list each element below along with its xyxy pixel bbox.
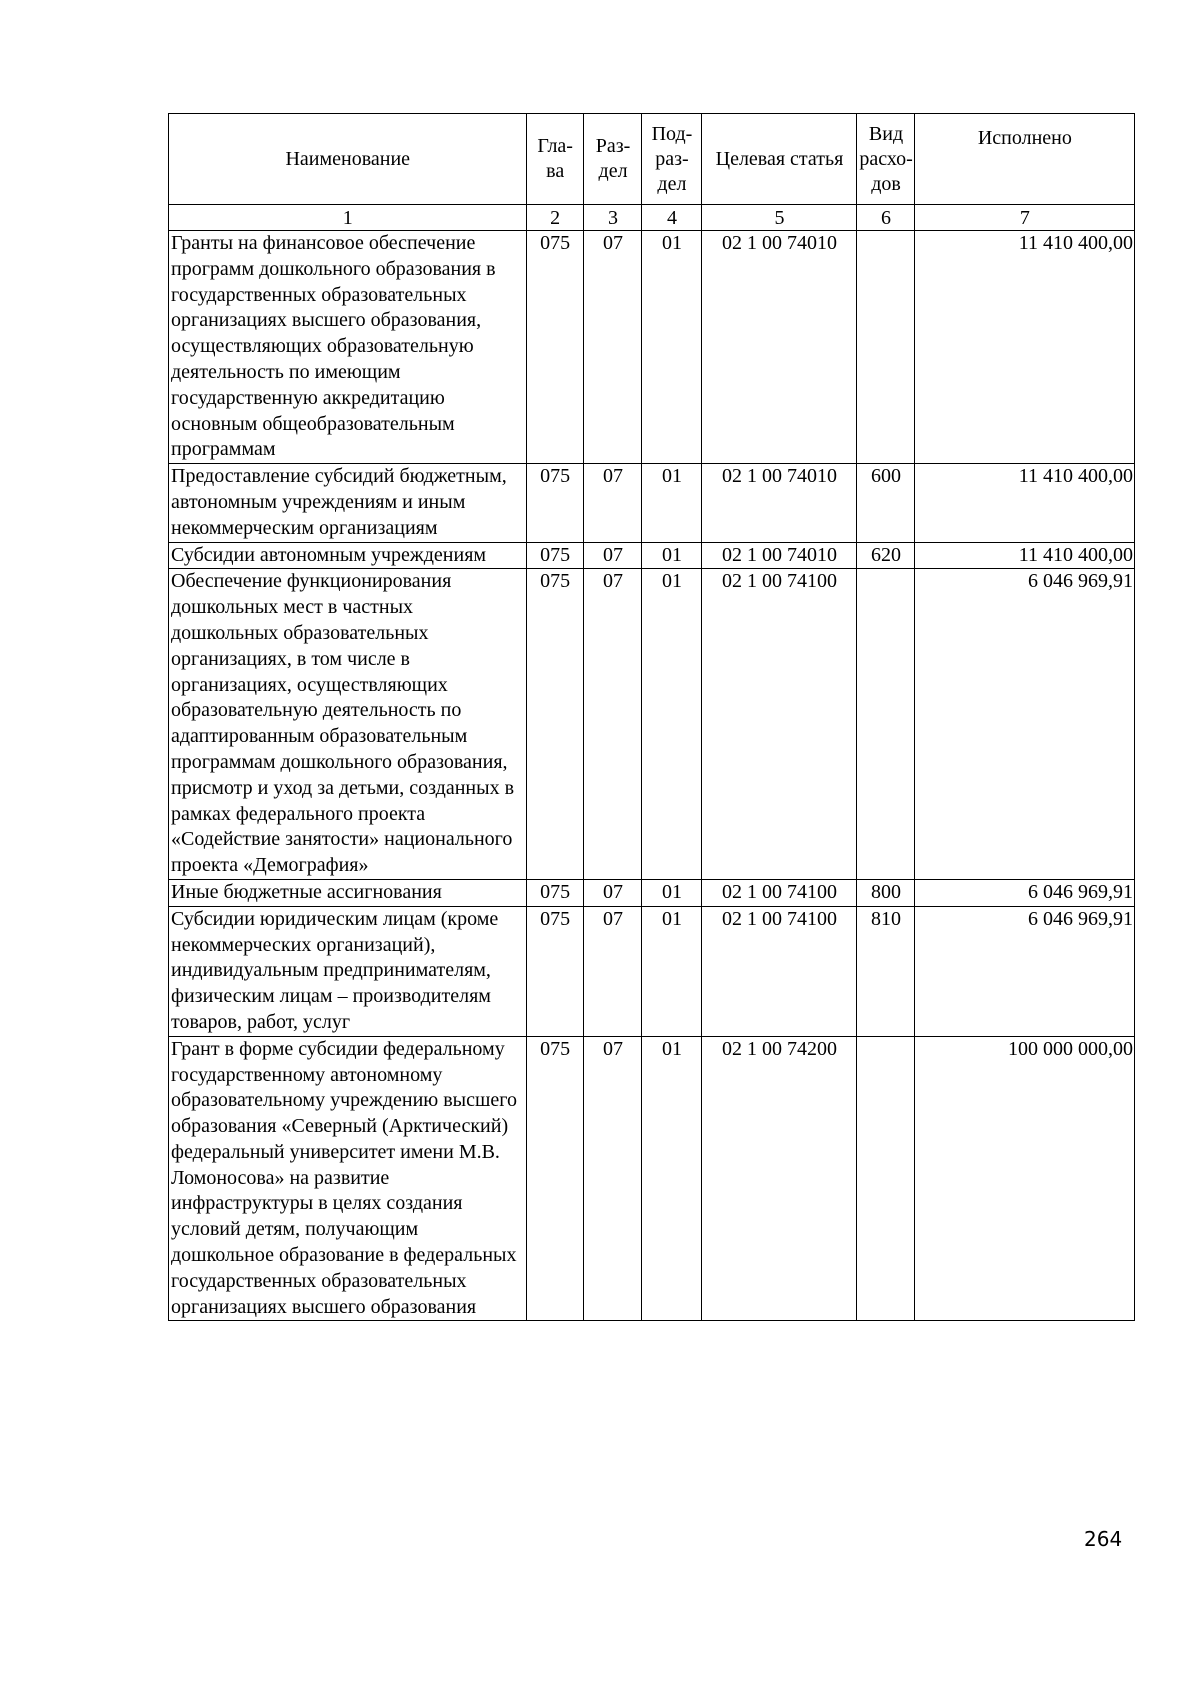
column-number: 6 [857,205,914,231]
header-name: Наименование [169,114,527,205]
row-target: 02 1 00 74010 [701,464,857,542]
table-row [169,879,1135,906]
row-section: 07 [583,464,641,542]
row-target: 02 1 00 74010 [701,231,857,464]
row-name: Гранты на финансовое обеспечение программ дошкольного образования в государственных образовательных организациях высшего образования, осуществляющих образовательную деятельность по имеющим государственную аккредитацию основным общеобразовательным программам [169,231,527,464]
row-chapter: 075 [526,906,583,1036]
header-target: Целевая статья [701,114,857,205]
row-chapter: 075 [526,569,583,880]
row-subsection: 01 [642,569,701,880]
column-number: 3 [583,205,641,231]
row-target: 02 1 00 74100 [701,569,857,880]
header-section: Раз- дел [583,114,641,205]
row-amount: 11 410 400,00 [914,542,1134,569]
row-section: 07 [583,1036,641,1321]
row-subsection: 01 [642,879,701,906]
column-number-row [169,205,1135,231]
row-expense-type: 810 [857,906,914,1036]
row-amount: 11 410 400,00 [914,464,1134,542]
row-name: Грант в форме субсидии федеральному государственному автономному образовательному учреждению высшего образования «Северный (Арктический) федеральный университет имени М.В. Ломоносова» на развитие инфраструктуры в целях создания условий детям, получающим дошкольное образование в федеральных государственных образовательных организациях высшего образования [169,1036,527,1321]
row-subsection: 01 [642,464,701,542]
header-amount: Исполнено [914,114,1134,205]
row-chapter: 075 [526,464,583,542]
column-number: 5 [701,205,857,231]
row-target: 02 1 00 74100 [701,906,857,1036]
row-expense-type [857,231,914,464]
row-subsection: 01 [642,906,701,1036]
table-row [169,542,1135,569]
header-expense-type: Вид расхо- дов [857,114,914,205]
row-chapter: 075 [526,542,583,569]
row-section: 07 [583,569,641,880]
budget-table [168,113,1135,1321]
row-expense-type: 800 [857,879,914,906]
column-number: 4 [642,205,701,231]
header-row [169,114,1135,205]
row-target: 02 1 00 74010 [701,542,857,569]
row-amount: 6 046 969,91 [914,879,1134,906]
row-name: Субсидии юридическим лицам (кроме некоммерческих организаций), индивидуальным предпринимателям, физическим лицам – производителям товаров, работ, услуг [169,906,527,1036]
row-section: 07 [583,879,641,906]
row-subsection: 01 [642,231,701,464]
row-target: 02 1 00 74200 [701,1036,857,1321]
row-chapter: 075 [526,231,583,464]
table-row [169,231,1135,464]
row-name: Предоставление субсидий бюджетным, автономным учреждениям и иным некоммерческим организациям [169,464,527,542]
row-section: 07 [583,542,641,569]
row-amount: 6 046 969,91 [914,569,1134,880]
row-name: Субсидии автономным учреждениям [169,542,527,569]
row-section: 07 [583,906,641,1036]
row-amount: 100 000 000,00 [914,1036,1134,1321]
row-amount: 6 046 969,91 [914,906,1134,1036]
table-row [169,906,1135,1036]
row-expense-type: 600 [857,464,914,542]
header-subsection: Под- раз- дел [642,114,701,205]
row-section: 07 [583,231,641,464]
row-expense-type [857,1036,914,1321]
row-target: 02 1 00 74100 [701,879,857,906]
column-number: 7 [914,205,1134,231]
table-row [169,464,1135,542]
header-chapter: Гла- ва [526,114,583,205]
row-name: Обеспечение функционирования дошкольных мест в частных дошкольных образовательных организациях, в том числе в организациях, осуществляющих образовательную деятельность по адаптированным образовательным программам дошкольного образования, присмотр и уход за детьми, созданных в рамках федерального проекта «Содействие занятости» национального проекта «Демография» [169,569,527,880]
row-subsection: 01 [642,1036,701,1321]
row-name: Иные бюджетные ассигнования [169,879,527,906]
row-amount: 11 410 400,00 [914,231,1134,464]
table-row [169,569,1135,880]
page-number: 264 [1084,1527,1123,1551]
row-expense-type [857,569,914,880]
row-chapter: 075 [526,1036,583,1321]
column-number: 1 [169,205,527,231]
row-expense-type: 620 [857,542,914,569]
row-chapter: 075 [526,879,583,906]
row-subsection: 01 [642,542,701,569]
column-number: 2 [526,205,583,231]
table-row [169,1036,1135,1321]
